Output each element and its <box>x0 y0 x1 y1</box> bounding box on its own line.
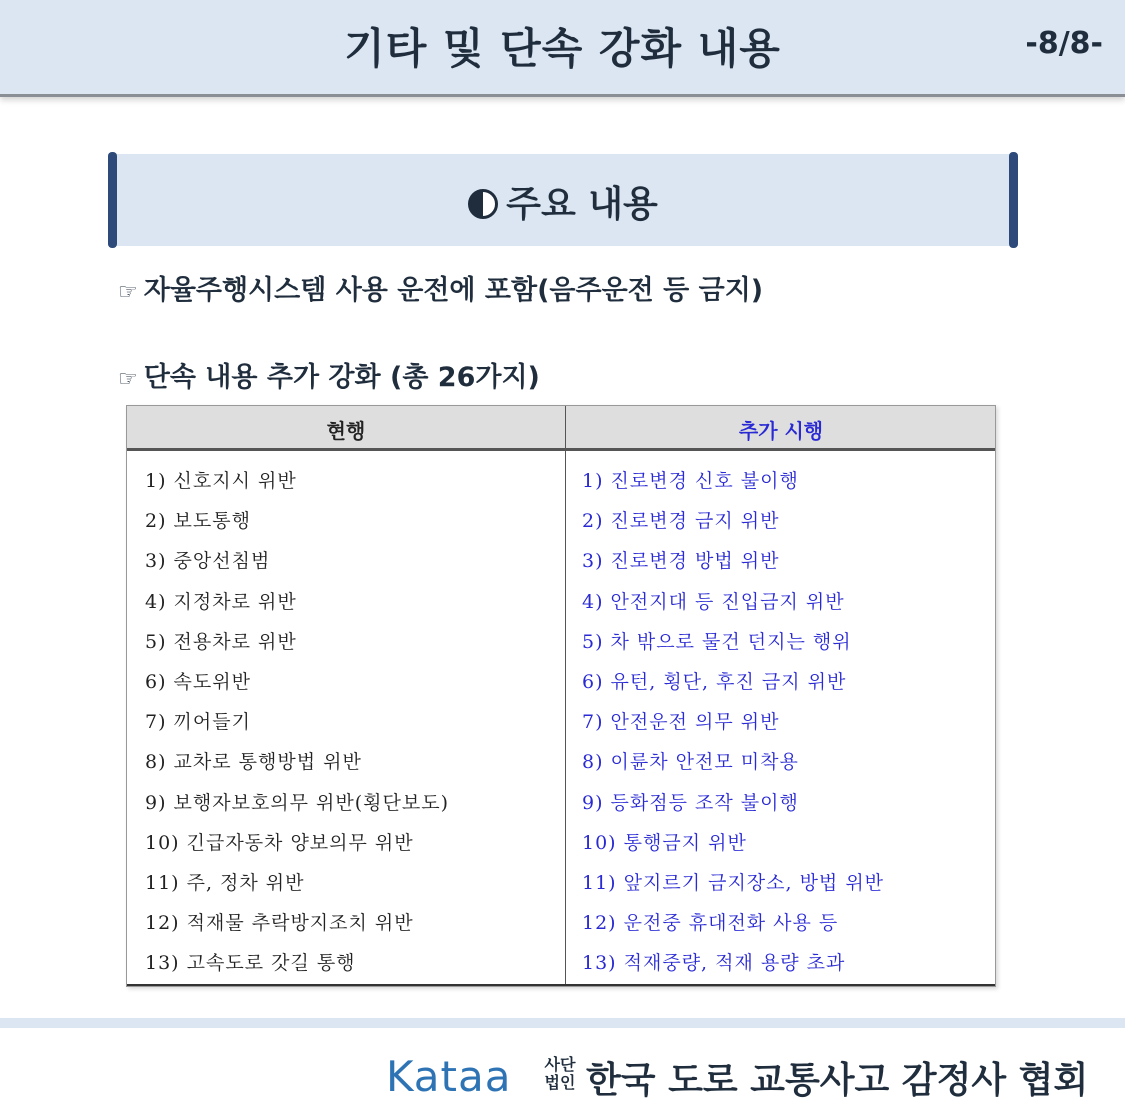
added-rule-item: 9) 등화점등 조작 불이행 <box>582 791 799 814</box>
current-rule-item: 5) 전용차로 위반 <box>145 630 297 653</box>
bullet-text: 단속 내용 추가 강화 (총 26가지) <box>143 362 540 393</box>
added-rule-item: 13) 적재중량, 적재 용량 초과 <box>582 952 846 975</box>
current-rule-item: 7) 끼어들기 <box>145 711 251 734</box>
current-rule-item: 3) 중앙선침범 <box>145 550 271 573</box>
current-rule-item: 12) 적재물 추락방지조치 위반 <box>145 912 414 935</box>
current-rule-item: 8) 교차로 통행방법 위반 <box>145 751 362 774</box>
header-added: 추가 시행 <box>738 419 824 443</box>
section-heading <box>108 176 1018 227</box>
header-current: 현행 <box>326 419 366 443</box>
added-rule-item: 6) 유턴, 횡단, 후진 금지 위반 <box>582 671 847 693</box>
section-banner <box>108 154 1018 246</box>
current-rule-item: 9) 보행자보호의무 위반(횡단보도) <box>145 791 450 814</box>
current-rule-item: 11) 주, 정차 위반 <box>145 872 305 894</box>
pointing-hand-icon: ☞ <box>118 367 138 392</box>
added-rule-item: 4) 안전지대 등 진입금지 위반 <box>582 590 845 613</box>
section-title-text: 주요 내용 <box>506 184 658 225</box>
pointing-hand-icon: ☞ <box>118 280 138 305</box>
table-bottom-border <box>127 984 995 986</box>
current-rule-item: 2) 보도통행 <box>145 510 251 533</box>
added-rule-item: 10) 통행금지 위반 <box>582 831 747 854</box>
added-rule-item: 5) 차 밖으로 물건 던지는 행위 <box>582 630 852 653</box>
current-rule-item: 4) 지정차로 위반 <box>145 590 297 613</box>
bullet-text: 자율주행시스템 사용 운전에 포함(음주운전 등 금지) <box>143 275 764 306</box>
organization-name: 한국 도로 교통사고 감정사 협회 <box>586 1060 1089 1101</box>
page-title: 기타 및 단속 강화 내용 <box>344 24 781 73</box>
current-rule-item: 6) 속도위반 <box>145 671 251 693</box>
added-rule-item: 3) 진로변경 방법 위반 <box>582 550 780 573</box>
table-header <box>127 406 995 451</box>
comparison-table <box>126 405 996 987</box>
added-rule-item: 7) 안전운전 의무 위반 <box>582 711 780 734</box>
kataa-logo: Kataa <box>386 1052 512 1101</box>
page-header <box>0 0 1125 97</box>
added-rule-item: 2) 진로변경 금지 위반 <box>582 510 780 533</box>
page-number: -8/8- <box>1025 26 1103 61</box>
half-circle-icon <box>468 189 498 219</box>
bullet-autonomous <box>118 268 763 307</box>
footer-band <box>0 1018 1125 1028</box>
current-rule-item: 1) 신호지시 위반 <box>145 470 297 492</box>
bullet-enforcement <box>118 355 540 394</box>
corporation-label: 사단법인 <box>544 1055 576 1092</box>
added-rule-item: 11) 앞지르기 금지장소, 방법 위반 <box>582 872 885 894</box>
added-rule-item: 8) 이륜차 안전모 미착용 <box>582 751 799 774</box>
added-rule-item: 12) 운전중 휴대전화 사용 등 <box>582 912 839 935</box>
added-rule-item: 1) 진로변경 신호 불이행 <box>582 470 799 492</box>
column-divider <box>565 406 566 986</box>
current-rule-item: 10) 긴급자동차 양보의무 위반 <box>145 831 414 854</box>
current-rule-item: 13) 고속도로 갓길 통행 <box>145 952 356 975</box>
